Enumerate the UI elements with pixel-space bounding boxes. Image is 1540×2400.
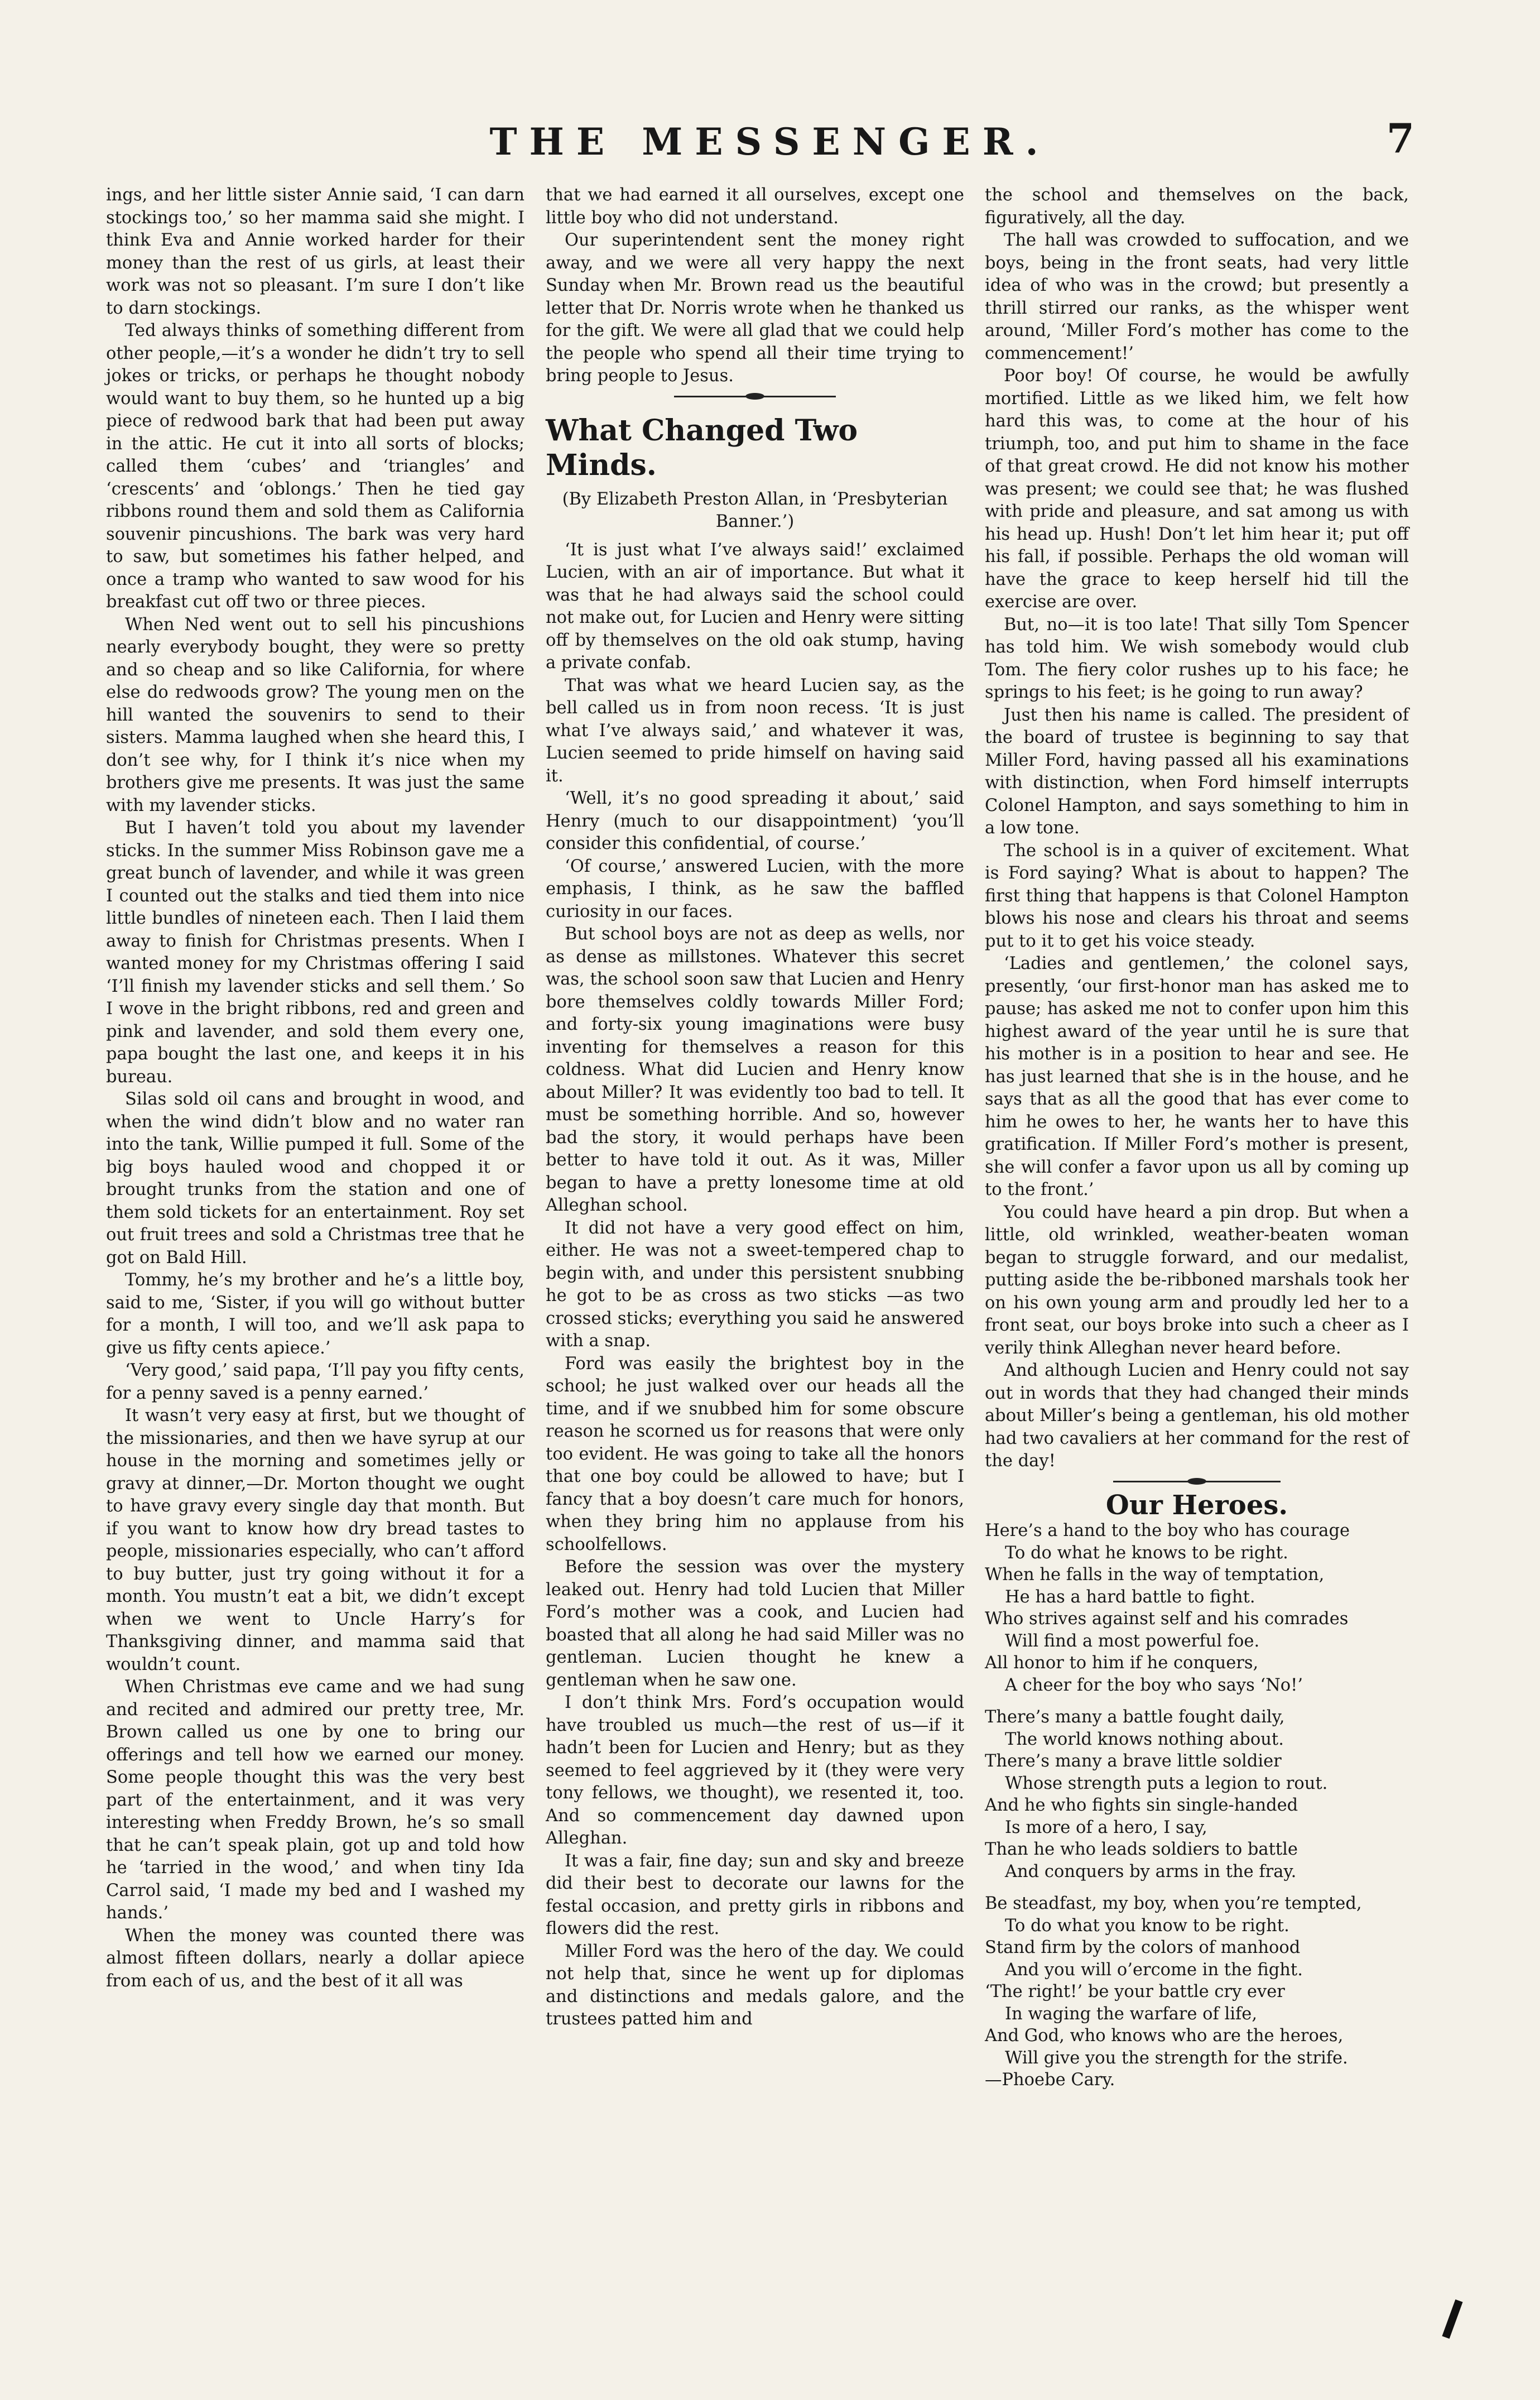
paragraph: It did not have a very good effect on him, either. He was not a sweet-tempered chap to begin with, and under this persistent snubbing he got to be as cross as two sticks —as two crossed sticks; everything you said he answered with a snap. [546,1218,964,1351]
paragraph: When Christmas eve came and we had sung and recited and admired our pretty tree, Mr. Brown called us one by one to bring our offerings and tell how we earned our money. Some people thought this was the very best part of the entertainment, and it was very interesting when Freddy Brown, he’s so small that he can’t speak plain, got up and told how he ‘tarried in the wood,’ and when tiny Ida Carrol said, ‘I made my bed and I washed my hands.’ [106,1677,524,1923]
poem-line: And he who fights sin single-handed [985,1796,1298,1815]
paragraph: The hall was crowded to suffocation, and we boys, being in the front seats, had very little idea of who was in the crowd; but presently a thrill stirred our ranks, as the whisper went around, ‘Miller Ford’s mother has come to the commencement!’ [985,231,1409,363]
poem-line: Than he who leads soldiers to battle [985,1840,1298,1859]
paragraph: You could have heard a pin drop. But when a little, old wrinkled, weather-beaten woman began to struggle forward, and our medalist, putting aside the be-ribboned marshals took her on his own young arm and proudly led her to a front seat, our boys broke into such a cheer as I verily think Alleghan never heard before. [985,1202,1409,1358]
pencil-mark [1442,2300,1462,2339]
paragraph: It was a fair, fine day; sun and sky and breeze did their best to decorate our lawns for the festal occasion, and pretty girls in ribbons and flowers did the rest. [546,1851,964,1938]
poem-line: All honor to him if he conquers, [985,1653,1259,1673]
paragraph: I don’t think Mrs. Ford’s occupation would have troubled us much—the rest of us—if it hadn’t been for Lucien and Henry; but as they seemed to feel aggrieved by it (they were very tony fellows, we thought), we resented it, too. And so commencement day dawned upon Alleghan. [546,1693,964,1848]
section-divider [985,1473,1409,1490]
poem-line: Stand firm by the colors of manhood [985,1938,1301,1957]
poem-line: Will find a most powerful foe. [1005,1631,1260,1651]
section-divider [546,388,964,405]
page-number: 7 [1386,114,1414,162]
poem-line: Who strives against self and his comrades [985,1609,1349,1629]
poem-line: He has a hard battle to fight. [1005,1587,1255,1607]
poem-line: And you will o’ercome in the fight. [1005,1960,1303,1980]
paragraph: But, no—it is too late! That silly Tom Spencer has told him. We wish somebody would club Tom. The fiery color rushes up to his face; he springs to his feet; is he going to run away? [985,615,1409,702]
paragraph: ‘Well, it’s no good spreading it about,’ said Henry (much to our disappointment) ‘you’ll consider this confidential, of course.’ [546,789,964,853]
poem-line: Whose strength puts a legion to rout. [1005,1773,1328,1793]
paragraph: ings, and her little sister Annie said, ‘I can darn stockings too,’ so her mamma said she might. I think Eva and Annie worked harder for their money than the rest of us girls, at least their work was not so pleasant. I’m sure I don’t like to darn stockings. [106,185,524,318]
column-2 [546,184,964,2031]
poem-line: A cheer for the boy who says ‘No!’ [1005,1675,1303,1695]
poem-line: In waging the warfare of life, [1005,2004,1258,2024]
paragraph: Silas sold oil cans and brought in wood, and when the wind didn’t blow and no water ran into the tank, Willie pumped it full. Some of the big boys hauled wood and chopped it or brought trunks from the station and one of them sold tickets for an entertainment. Roy set out fruit trees and sold a Christmas tree that he got on Bald Hill. [106,1089,524,1268]
paragraph: that we had earned it all ourselves, except one little boy who did not understand. [546,185,964,228]
paragraph: And although Lucien and Henry could not say out in words that they had changed their minds about Miller’s being a gentleman, his old mother had two cavaliers at her command for the rest of the day! [985,1361,1409,1471]
poem-stanza [985,1520,1409,1696]
paragraph: Ford was easily the brightest boy in the school; he just walked over our heads all the time, and if we snubbed him for some obscure reason he scorned us for reasons that were only too evident. He was going to take all the honors that one boy could be allowed to have; but I fancy that a boy doesn’t care much for honors, when they bring him no applause from his schoolfellows. [546,1353,964,1554]
poem-line: Here’s a hand to the boy who has courage [985,1521,1350,1540]
column-1 [106,184,524,1993]
paragraph: Before the session was over the mystery leaked out. Henry had told Lucien that Miller Ford’s mother was a cook, and Lucien had boasted that all along he had said Miller was no gentleman. Lucien thought he knew a gentleman when he saw one. [546,1557,964,1690]
poem [985,1520,1409,2091]
paragraph: When Ned went out to sell his pincushions nearly everybody bought, they were so pretty and so cheap and so like California, for where else do redwoods grow? The young men on the hill wanted the souvenirs to send to their sisters. Mamma laughed when she heard this, I don’t see why, for I think it’s nice when my brothers give me presents. It was just the same with my lavender sticks. [106,615,524,815]
story-headline: What Changed Two Minds. [546,413,858,482]
poem-title: Our Heroes. [1105,1489,1288,1521]
paragraph: Ted always thinks of something different from other people,—it’s a wonder he didn’t try to sell jokes or tricks, or perhaps he thought nobody would want to buy them, so he hunted up a big piece of redwood bark that had been put away in the attic. He cut it into all sorts of blocks; called them ‘cubes’ and ‘triangles’ and ‘crescents’ and ‘oblongs.’ Then he tied gay ribbons round them and sold them as California souvenir pincushions. The bark was very hard to saw, but sometimes his father helped, and once a tramp who wanted to saw wood for his breakfast cut off two or three pieces. [106,321,524,612]
poem-line: To do what he knows to be right. [1005,1543,1288,1563]
paragraph: ‘Ladies and gentlemen,’ the colonel says, presently, ‘our first-honor man has asked me to pause; has asked me not to confer upon him this highest award of the year until he is sure that his mother is in a position to hear and see. He has just learned that she is in the house, and he says that as all the good that has ever come to him he owes to her, he wants her to have this gratification. If Miller Ford’s mother is present, she will confer a favor upon us all by coming up to the front.’ [985,954,1409,1199]
paragraph: When the money was counted there was almost fifteen dollars, nearly a dollar apiece from each of us, and the best of it all was [106,1926,524,1991]
poem-line: Be steadfast, my boy, when you’re tempted, [985,1894,1362,1913]
poem-line: To do what you know to be right. [1005,1916,1289,1936]
poem-line: When he falls in the way of temptation, [985,1565,1325,1585]
poem-credit: —Phoebe Cary. [985,2070,1115,2090]
paragraph: Tommy, he’s my brother and he’s a little boy, said to me, ‘Sister, if you will go without butter for a month, I will too, and we’ll ask papa to give us fifty cents apiece.’ [106,1270,524,1358]
paragraph: Our superintendent sent the money right away, and we were all very happy the next Sunday when Mr. Brown read us the beautiful letter that Dr. Norris wrote when he thanked us for the gift. We were all glad that we could help the people who spend all their time trying to bring people to Jesus. [546,231,964,386]
poem-line: There’s many a battle fought daily, [985,1707,1285,1727]
column-3 [985,184,1409,2101]
paragraph: ‘Of course,’ answered Lucien, with the more emphasis, I think, as he saw the baffled curiosity in our faces. [546,856,964,921]
paragraph: That was what we heard Lucien say, as the bell called us in from noon recess. ‘It is just what I’ve always said,’ and whatever it was, Lucien seemed to pride himself on having said it. [546,675,964,786]
poem-line: And conquers by arms in the fray. [1005,1861,1297,1881]
paragraph: Poor boy! Of course, he would be awfully mortified. Little as we liked him, we felt how hard this was, to come at the hour of his triumph, too, and put him to shame in the face of that great crowd. He did not know his mother was present; we could see that; he was flushed with pride and pleasure, and sat among us with his head up. Hush! Don’t let him hear it; put off his fall, if possible. Perhaps the old woman will have the grace to keep herself hid till the exercise are over. [985,366,1409,612]
story-byline: (By Elizabeth Preston Allan, in ‘Presbyterian Banner.’) [562,489,948,531]
paragraph: Just then his name is called. The president of the board of trustee is beginning to say that Miller Ford, having passed all his examinations with distinction, when Ford himself interrupts Colonel Hampton, and says something to him in a low tone. [985,705,1409,838]
paragraph: But I haven’t told you about my lavender sticks. In the summer Miss Robinson gave me a great bunch of lavender, and while it was green I counted out the stalks and tied them into nice little bundles of nineteen each. Then I laid them away to finish for Christmas presents. When I wanted money for my Christmas offering I said ‘I’ll finish my lavender sticks and sell them.’ So I wove in the bright ribbons, red and green and pink and lavender, and sold them every one, papa bought the last one, and keeps it in his bureau. [106,818,524,1087]
poem-line: There’s many a brave little soldier [985,1751,1282,1771]
paragraph: The school is in a quiver of excitement. What is Ford saying? What is about to happen? The first thing that happens is that Colonel Hampton blows his nose and clears his throat and seems put to it to get his voice steady. [985,841,1409,951]
poem-line: Is more of a hero, I say, [1005,1817,1207,1837]
paragraph: ‘It is just what I’ve always said!’ exclaimed Lucien, with an air of importance. But what it was that he had always said the school could not make out, for Lucien and Henry were sitting off by themselves on the old oak stump, having a private confab. [546,540,964,673]
paragraph: It wasn’t very easy at first, but we thought of the missionaries, and then we have syrup at our house in the morning and sometimes jelly or gravy at dinner,—Dr. Morton thought we ought to have gravy every single day that month. But if you want to know how dry bread tastes to people, missionaries especially, who can’t afford to buy butter, just try going without it for a month. You mustn’t eat a bit, we didn’t except when we went to Uncle Harry’s for Thanksgiving dinner, and mamma said that wouldn’t count. [106,1406,524,1674]
paragraph: ‘Very good,’ said papa, ‘I’ll pay you fifty cents, for a penny saved is a penny earned.’ [106,1361,524,1403]
paragraph: the school and themselves on the back, figuratively, all the day. [985,185,1409,228]
poem-line: And God, who knows who are the heroes, [985,2026,1344,2046]
poem-stanza [985,1706,1409,1883]
poem-line: The world knows nothing about. [1005,1729,1284,1749]
paragraph: Miller Ford was the hero of the day. We could not help that, since he went up for diplomas and distinctions and medals galore, and the trustees patted him and [546,1941,964,2029]
paragraph: But school boys are not as deep as wells, nor as dense as millstones. Whatever this secret was, the school soon saw that Lucien and Henry bore themselves coldly towards Miller Ford; and forty-six young imaginations were busy inventing for themselves a reason for this coldness. What did Lucien and Henry know about Miller? It was evidently too bad to tell. It must be something horrible. And so, however bad the story, it would perhaps have been better to have told it out. As it was, Miller began to have a pretty lonesome time at old Alleghan school. [546,924,964,1215]
masthead: THE MESSENGER. [489,120,1051,164]
poem-line: Will give you the strength for the strife. [1005,2048,1348,2068]
poem-stanza [985,1893,1409,2091]
poem-line: ‘The right!’ be your battle cry ever [985,1982,1285,2001]
